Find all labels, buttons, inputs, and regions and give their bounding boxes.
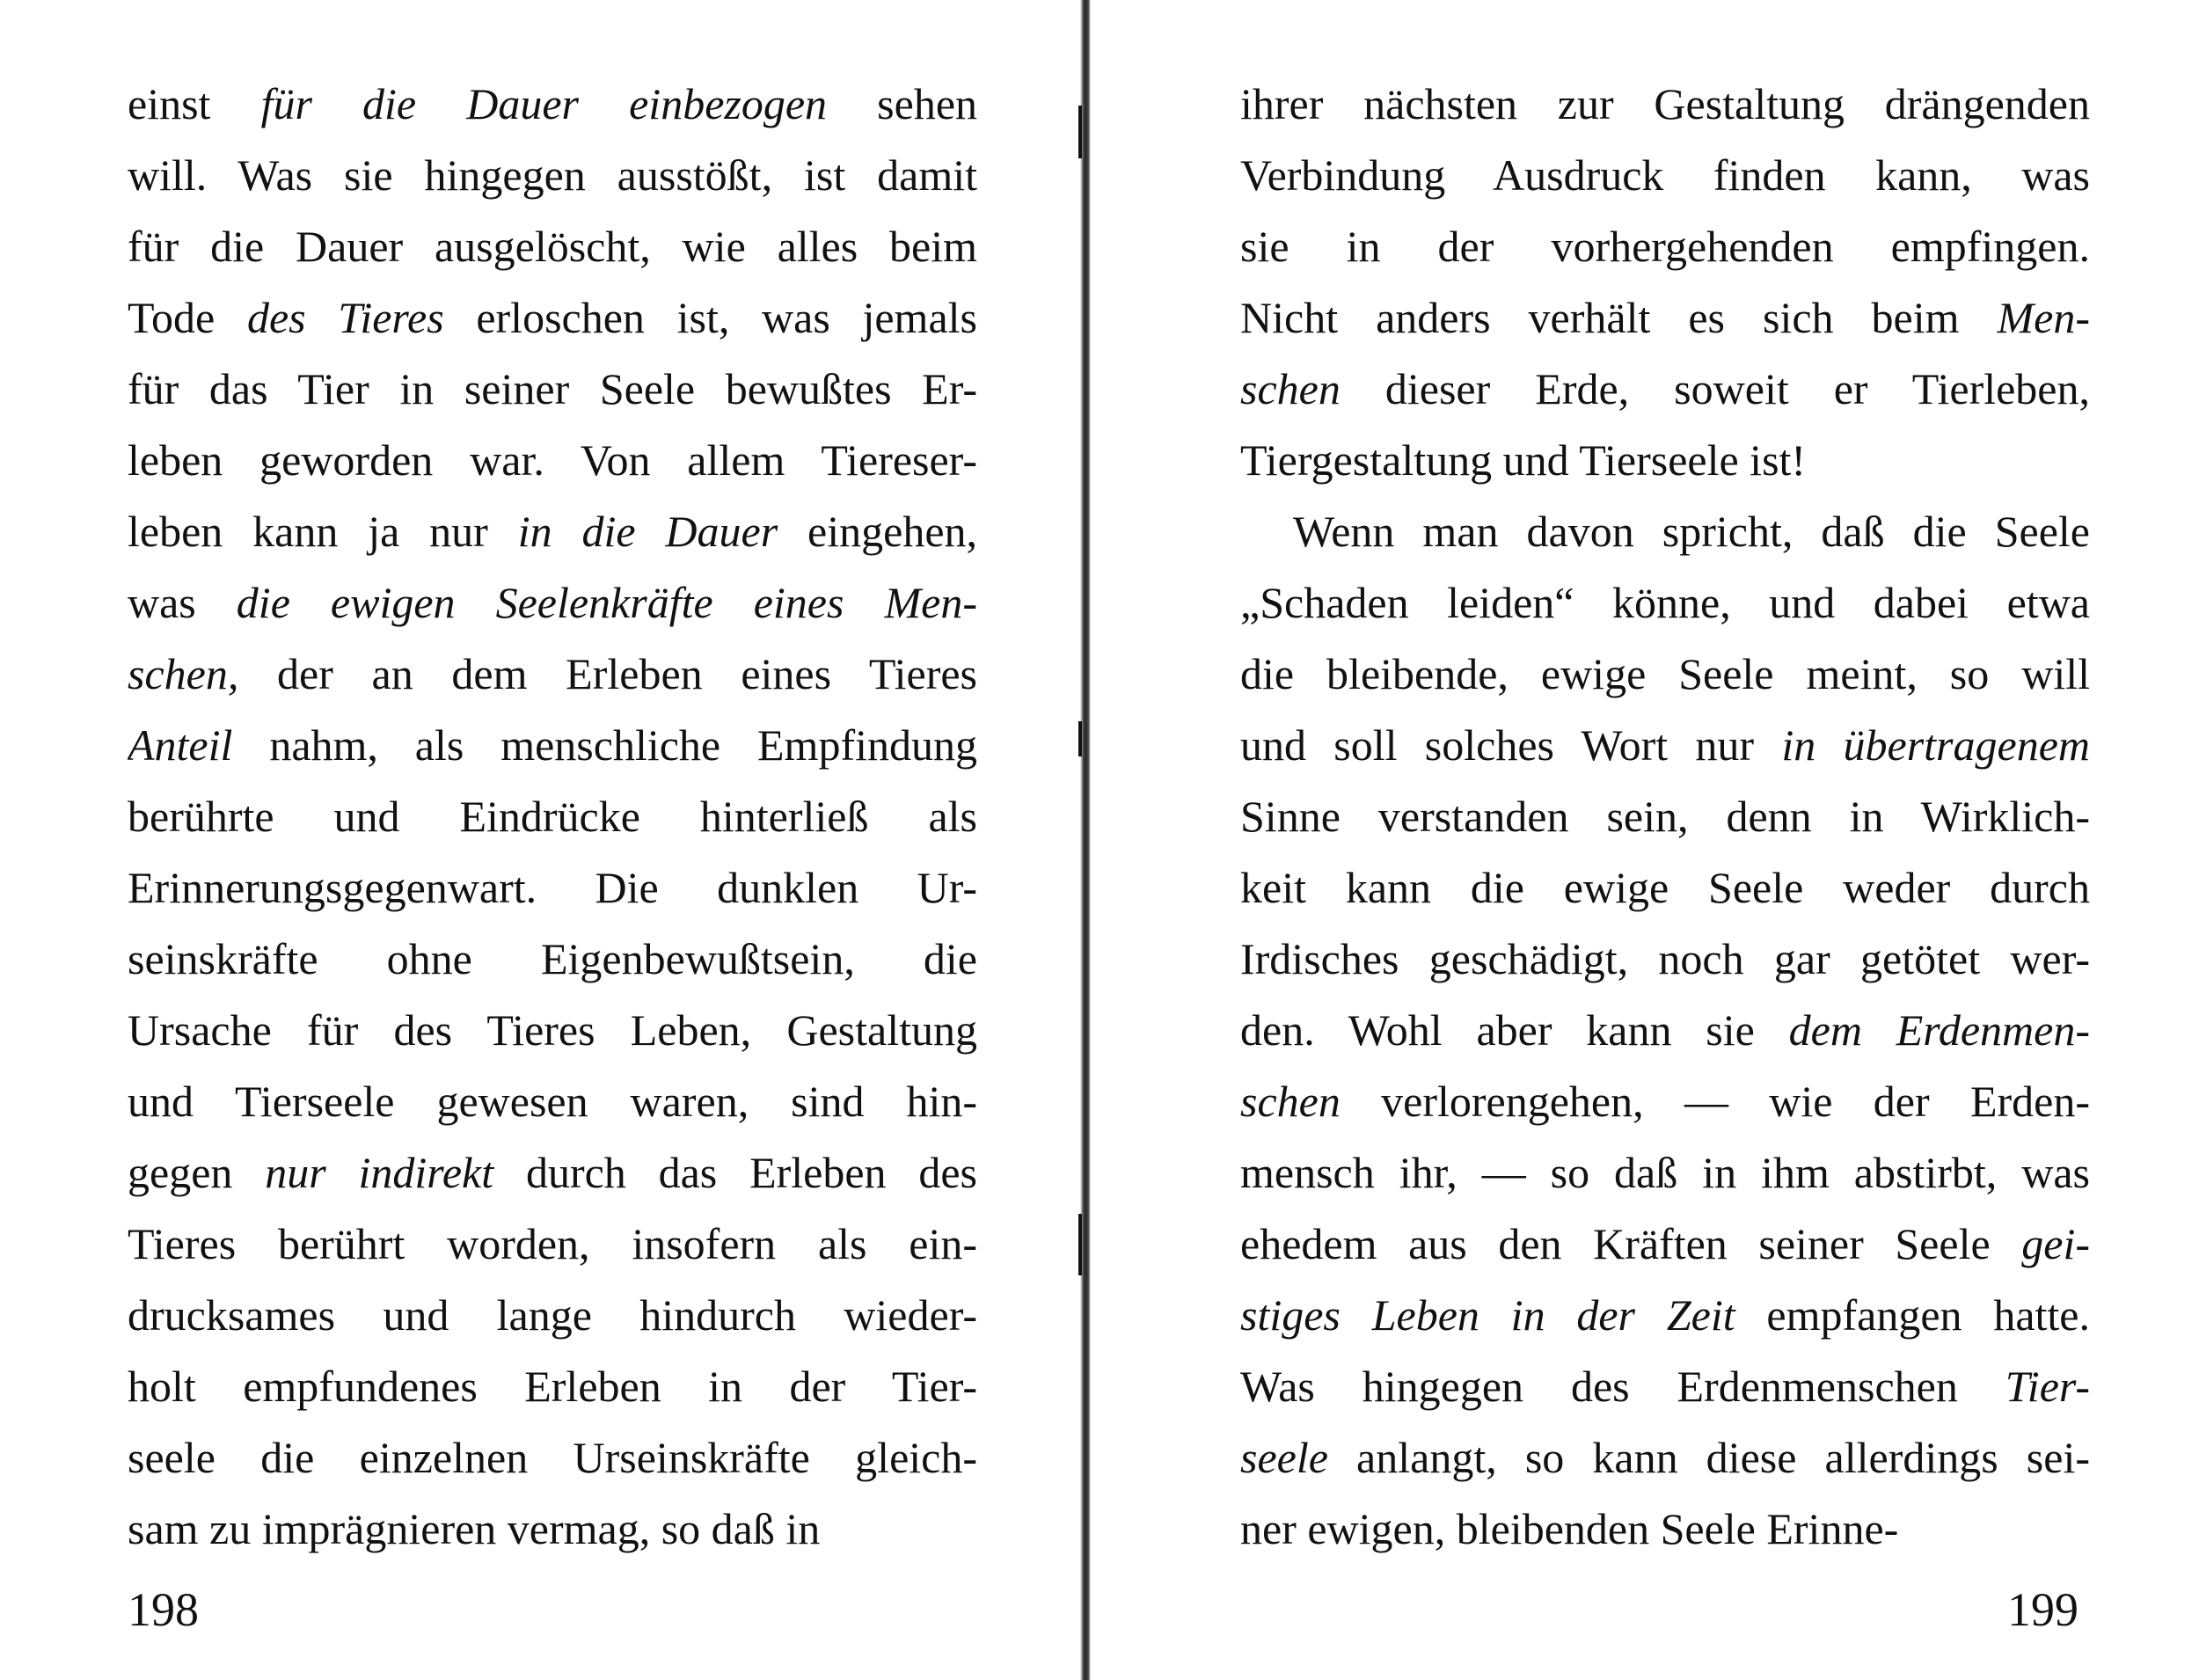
book-gutter bbox=[1080, 0, 1091, 1680]
text-line: seele die einzelnen Urseinskräfte gleich- bbox=[128, 1433, 977, 1482]
text-line: sie in der vorhergehenden empfingen. bbox=[1240, 222, 2090, 271]
italic-phrase: Men- bbox=[1997, 293, 2090, 342]
text-line: schen dieser Erde, soweit er Tierleben, bbox=[1240, 364, 2090, 413]
text-line: Tiergestaltung und Tierseele ist! bbox=[1240, 435, 1807, 485]
italic-phrase: in die Dauer bbox=[517, 507, 778, 556]
text-line: Ursache für des Tieres Leben, Gestaltung bbox=[128, 1005, 977, 1055]
text-line: will. Was sie hingegen ausstößt, ist damit bbox=[128, 150, 977, 200]
text-line: den. Wohl aber kann sie dem Erdenmen- bbox=[1240, 1005, 2090, 1055]
left-page-text bbox=[128, 69, 977, 1565]
text-line: ner ewigen, bleibenden Seele Erinne- bbox=[1240, 1504, 1899, 1553]
italic-phrase: für die Dauer einbezogen bbox=[260, 79, 828, 128]
text-line: was die ewigen Seelenkräfte eines Men- bbox=[128, 578, 977, 627]
text-line: Wenn man davon spricht, daß die Seele bbox=[1293, 507, 2090, 556]
left-page-number: 198 bbox=[128, 1583, 199, 1636]
right-page bbox=[1240, 69, 2090, 1565]
right-page-text bbox=[1240, 69, 2090, 1565]
italic-phrase: die ewigen Seelenkräfte eines Men- bbox=[236, 578, 977, 627]
text-line: „Schaden leiden“ könne, und dabei etwa bbox=[1240, 578, 2090, 627]
text-line: drucksames und lange hindurch wieder- bbox=[128, 1290, 977, 1340]
left-page bbox=[128, 69, 977, 1565]
text-line: Tode des Tieres erloschen ist, was jemals bbox=[128, 293, 977, 342]
gutter-mark bbox=[1078, 1214, 1082, 1275]
text-line: Tieres berührt worden, insofern als ein- bbox=[128, 1219, 977, 1268]
italic-phrase: stiges Leben in der Zeit bbox=[1240, 1290, 1735, 1340]
text-line: stiges Leben in der Zeit empfangen hatte. bbox=[1240, 1290, 2090, 1340]
italic-phrase: schen bbox=[1240, 364, 1341, 413]
italic-phrase: dem Erdenmen- bbox=[1788, 1005, 2090, 1055]
italic-phrase: schen, bbox=[128, 649, 239, 698]
text-line: sam zu imprägnieren vermag, so daß in bbox=[128, 1504, 821, 1553]
gutter-mark bbox=[1078, 721, 1082, 756]
text-line: Irdisches geschädigt, noch gar getötet wer- bbox=[1240, 934, 2090, 983]
text-line: Nicht anders verhält es sich beim Men- bbox=[1240, 293, 2090, 342]
text-line: leben kann ja nur in die Dauer eingehen, bbox=[128, 507, 977, 556]
text-line: ihrer nächsten zur Gestaltung drängenden bbox=[1240, 79, 2090, 128]
text-line: und soll solches Wort nur in übertragenem bbox=[1240, 720, 2090, 770]
text-line: ehedem aus den Kräften seiner Seele gei- bbox=[1240, 1219, 2090, 1268]
text-line: keit kann die ewige Seele weder durch bbox=[1240, 863, 2090, 912]
text-line: berührte und Eindrücke hinterließ als bbox=[128, 792, 977, 841]
italic-phrase: nur indirekt bbox=[265, 1148, 494, 1197]
text-line: Was hingegen des Erdenmenschen Tier- bbox=[1240, 1362, 2090, 1411]
italic-phrase: seele bbox=[1240, 1433, 1328, 1482]
text-line: seinskräfte ohne Eigenbewußtsein, die bbox=[128, 934, 977, 983]
text-line: die bleibende, ewige Seele meint, so will bbox=[1240, 649, 2090, 698]
text-line: Erinnerungsgegenwart. Die dunklen Ur- bbox=[128, 863, 977, 912]
italic-phrase: des Tieres bbox=[246, 293, 444, 342]
text-line: mensch ihr, — so daß in ihm abstirbt, was bbox=[1240, 1148, 2090, 1197]
text-line: leben geworden war. Von allem Tiereser- bbox=[128, 435, 977, 485]
text-line: Sinne verstanden sein, denn in Wirklich- bbox=[1240, 792, 2090, 841]
gutter-mark bbox=[1078, 106, 1082, 158]
italic-phrase: in übertragenem bbox=[1781, 720, 2090, 770]
italic-phrase: Tier- bbox=[2005, 1362, 2090, 1411]
text-line: einst für die Dauer einbezogen sehen bbox=[128, 79, 977, 128]
italic-phrase: Anteil bbox=[128, 720, 233, 770]
text-line: für das Tier in seiner Seele bewußtes Er- bbox=[128, 364, 977, 413]
text-line: und Tierseele gewesen waren, sind hin- bbox=[128, 1077, 977, 1126]
text-line: gegen nur indirekt durch das Erleben des bbox=[128, 1148, 977, 1197]
text-line: seele anlangt, so kann diese allerdings sei- bbox=[1240, 1433, 2090, 1482]
text-line: Anteil nahm, als menschliche Empfindung bbox=[128, 720, 977, 770]
text-line: Verbindung Ausdruck finden kann, was bbox=[1240, 150, 2090, 200]
italic-phrase: schen bbox=[1240, 1077, 1341, 1126]
text-line: für die Dauer ausgelöscht, wie alles beim bbox=[128, 222, 977, 271]
text-line: schen verlorengehen, — wie der Erden- bbox=[1240, 1077, 2090, 1126]
text-line: holt empfundenes Erleben in der Tier- bbox=[128, 1362, 977, 1411]
italic-phrase: gei- bbox=[2021, 1219, 2090, 1268]
right-page-number: 199 bbox=[2007, 1583, 2078, 1636]
text-line: schen, der an dem Erleben eines Tieres bbox=[128, 649, 977, 698]
